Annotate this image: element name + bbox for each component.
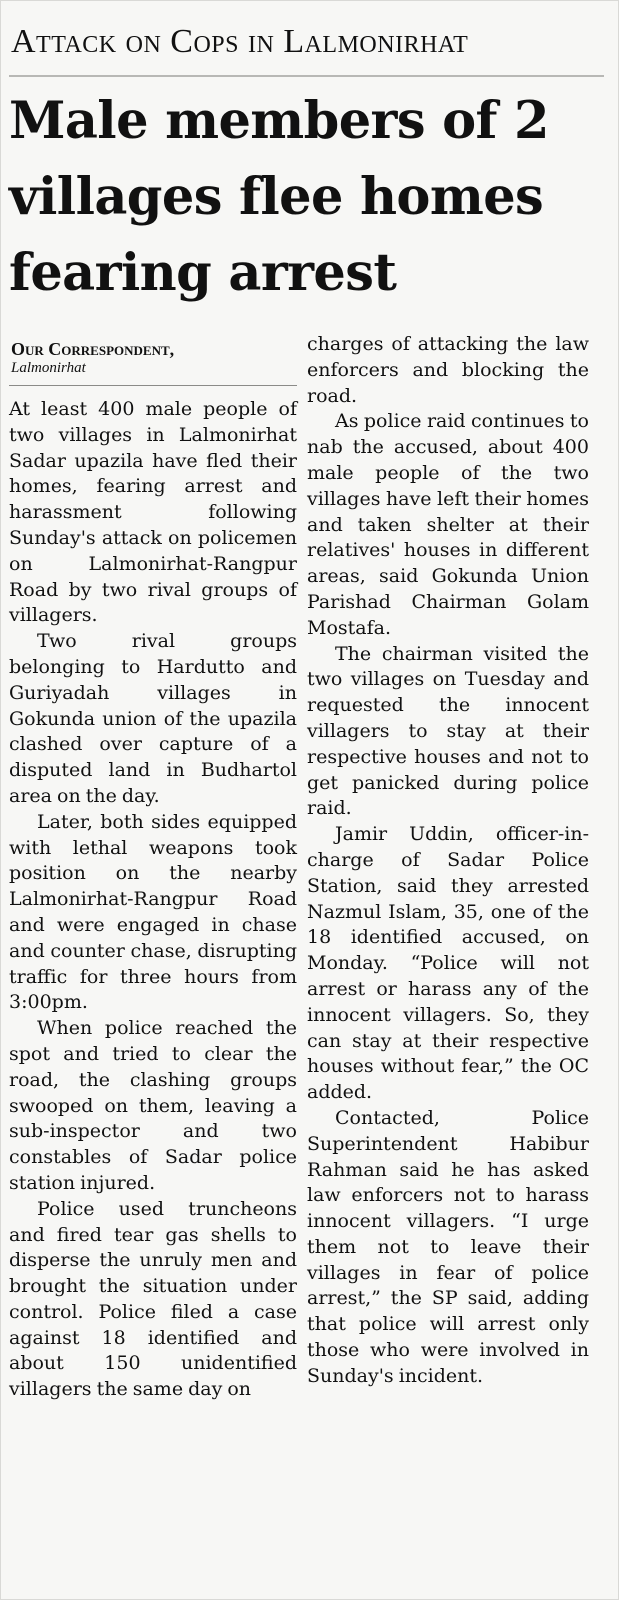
article-paragraph: Two rival groups belonging to Hardutto and Guriyadah villages in Gokunda union of the upazila clashed over capture of a disputed land in Budhartol area on the day. bbox=[9, 630, 297, 807]
article-column-left bbox=[9, 397, 297, 1403]
kicker-heading: Attack on Cops in Lalmonirhat bbox=[11, 23, 469, 60]
kicker-divider bbox=[9, 75, 604, 77]
byline-divider bbox=[9, 385, 297, 386]
byline-place: Lalmonirhat bbox=[11, 360, 86, 376]
article-paragraph: The chairman visited the two villages on Tuesday and requested the innocent villagers to stay at their respective houses and not to get panicked during police raid. bbox=[307, 642, 589, 820]
byline bbox=[11, 339, 295, 377]
article-headline: Male members of 2 villages flee homes fearing arrest bbox=[9, 91, 549, 303]
article-paragraph-continued: charges of attacking the law enforcers and blocking the road. bbox=[307, 333, 589, 407]
article-paragraph: At least 400 male people of two villages in Lalmonirhat Sadar upazila have fled their homes, fearing arrest and harassment following Sunday's attack on policemen on Lalmonirhat-Rangpur Road by two rival groups of villagers. bbox=[9, 398, 297, 627]
article-paragraph: When police reached the spot and tried to clear the road, the clashing groups swooped on them, leaving a sub-inspector and two constables of Sadar police station injured. bbox=[9, 1017, 297, 1194]
article-column-right bbox=[307, 332, 589, 1390]
article-paragraph: Jamir Uddin, officer-in-charge of Sadar Police Station, said they arrested Nazmul Islam, 35, one of the 18 identified accused, on Monday. “Police will not arrest or harass any of the innocent villagers. So, they can stay at their respective houses without fear,” the OC added. bbox=[307, 823, 589, 1104]
article-paragraph: Police used truncheons and fired tear gas shells to disperse the unruly men and brought the situation under control. Police filed a case against 18 identified and about 150 unidentified villagers the same day on bbox=[9, 1197, 297, 1401]
article-paragraph: As police raid continues to nab the accused, about 400 male people of the two villages have left their homes and taken shelter at their relatives' houses in different areas, said Gokunda Union Parishad Chairman Golam Mostafa. bbox=[307, 410, 589, 639]
article-paragraph: Contacted, Police Superintendent Habibur Rahman said he has asked law enforcers not to harass innocent villagers. “I urge them not to leave their villages in fear of police arrest,” the SP said, adding that police will arrest only those who were involved in Sunday's incident. bbox=[307, 1106, 589, 1387]
byline-name: Our Correspondent, bbox=[11, 339, 175, 359]
article-paragraph: Later, both sides equipped with lethal weapons took position on the nearby Lalmonirhat-Rangpur Road and were engaged in chase and counter chase, disrupting traffic for three hours from 3:00pm. bbox=[9, 810, 297, 1014]
